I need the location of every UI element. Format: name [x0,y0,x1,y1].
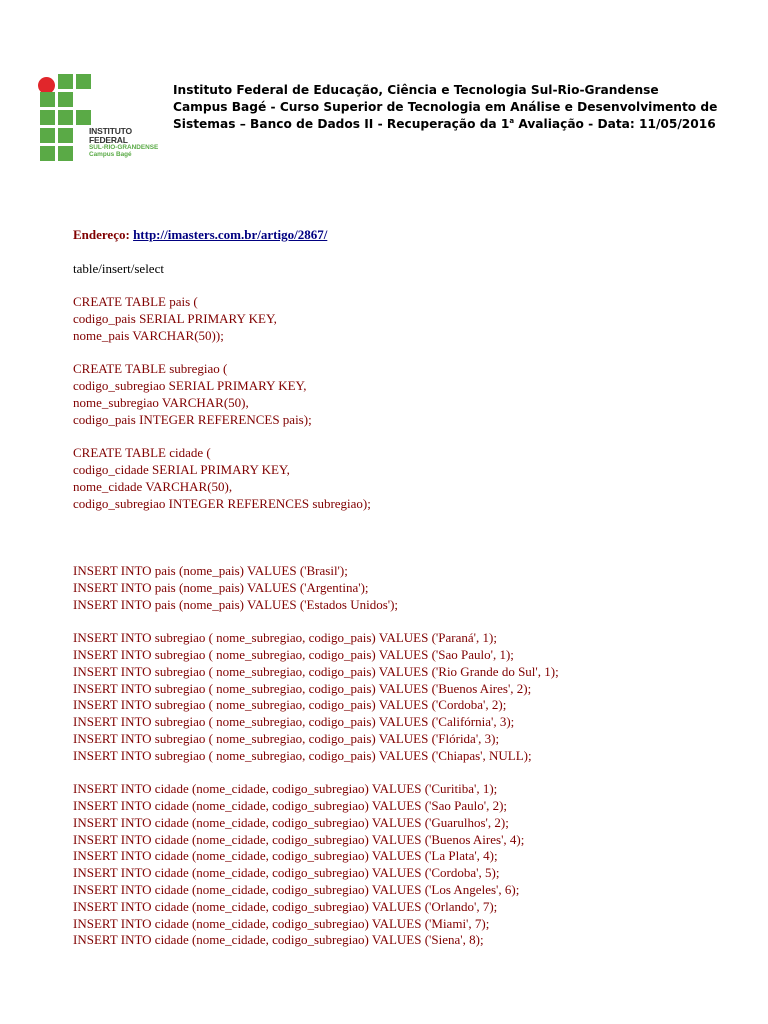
sql-line: INSERT INTO subregiao ( nome_subregiao, codigo_pais) VALUES ('Califórnia', 3); [73,714,515,730]
logo-line-2: SUL-RIO-GRANDENSE [89,143,159,151]
sql-line: nome_cidade VARCHAR(50), [73,478,233,494]
sql-line: CREATE TABLE subregiao ( [73,361,228,377]
sql-line: INSERT INTO subregiao ( nome_subregiao, codigo_pais) VALUES ('Buenos Aires', 2); [73,680,532,696]
logo-wordmark [89,127,166,158]
header-ordinal-superscript: a [509,116,515,125]
sql-line: INSERT INTO pais (nome_pais) VALUES ('Brasil'); [73,562,348,578]
logo-square-icon [58,146,73,161]
logo-line-1: INSTITUTO FEDERAL [89,126,132,145]
sql-line: INSERT INTO subregiao ( nome_subregiao, codigo_pais) VALUES ('Cordoba', 2); [73,697,507,713]
sql-line: codigo_subregiao SERIAL PRIMARY KEY, [73,378,307,394]
sql-line: INSERT INTO subregiao ( nome_subregiao, codigo_pais) VALUES ('Flórida', 3); [73,730,500,746]
sql-line: INSERT INTO cidade (nome_cidade, codigo_subregiao) VALUES ('Miami', 7); [73,915,490,931]
logo-square-icon [58,92,73,107]
logo-square-icon [58,110,73,125]
logo-square-icon [40,92,55,107]
sql-line: codigo_subregiao INTEGER REFERENCES subregiao); [73,495,371,511]
sql-line: nome_subregiao VARCHAR(50), [73,394,249,410]
sql-line: codigo_pais INTEGER REFERENCES pais); [73,411,312,427]
logo-square-icon [40,146,55,161]
sql-line: codigo_cidade SERIAL PRIMARY KEY, [73,462,290,478]
header-line-1: Instituto Federal de Educação, Ciência e Tecnologia Sul-Rio-Grandense [173,83,659,97]
logo-square-icon [40,128,55,143]
sql-line: INSERT INTO cidade (nome_cidade, codigo_subregiao) VALUES ('Orlando', 7); [73,898,498,914]
logo-square-icon [76,74,91,89]
insert-pais [73,563,559,613]
logo-square-icon [58,74,73,89]
header-line-2: Campus Bagé - Curso Superior de Tecnologia em Análise e Desenvolvimento de [173,100,718,114]
sql-line: INSERT INTO cidade (nome_cidade, codigo_subregiao) VALUES ('Buenos Aires', 4); [73,831,525,847]
insert-cidade [73,781,559,949]
address-link[interactable]: http://imasters.com.br/artigo/2867/ [133,227,328,242]
sql-line: CREATE TABLE cidade ( [73,445,211,461]
logo-square-icon [58,128,73,143]
institution-logo [36,74,166,168]
sql-line: INSERT INTO subregiao ( nome_subregiao, codigo_pais) VALUES ('Sao Paulo', 1); [73,646,514,662]
sql-line: INSERT INTO subregiao ( nome_subregiao, codigo_pais) VALUES ('Rio Grande do Sul', 1); [73,663,559,679]
logo-square-icon [40,110,55,125]
insert-subregiao [73,630,559,764]
sql-line: INSERT INTO cidade (nome_cidade, codigo_subregiao) VALUES ('Los Angeles', 6); [73,882,520,898]
sql-line: CREATE TABLE pais ( [73,294,198,310]
sql-line: INSERT INTO cidade (nome_cidade, codigo_subregiao) VALUES ('Cordoba', 5); [73,865,500,881]
address-line [73,227,559,244]
sql-line: INSERT INTO pais (nome_pais) VALUES ('Estados Unidos'); [73,596,399,612]
create-table-subregiao [73,361,559,428]
header-line-3-start: Sistemas – Banco de Dados II - Recuperação da 1 [173,117,510,131]
header-line-3 [173,116,763,133]
subtitle: table/insert/select [73,260,164,276]
create-table-cidade [73,445,559,512]
document-body [73,227,559,949]
sql-line: nome_pais VARCHAR(50)); [73,327,224,343]
sql-line: INSERT INTO cidade (nome_cidade, codigo_subregiao) VALUES ('Sao Paulo', 2); [73,798,508,814]
address-label: Endereço: [73,227,134,242]
logo-square-icon [76,110,91,125]
sql-line: INSERT INTO subregiao ( nome_subregiao, codigo_pais) VALUES ('Paraná', 1); [73,630,497,646]
document-header [173,82,763,133]
sql-line: codigo_pais SERIAL PRIMARY KEY, [73,310,277,326]
logo-line-3: Campus Bagé [89,150,132,158]
header-line-3-end: Avaliação - Data: 11/05/2016 [514,117,716,131]
sql-line: INSERT INTO cidade (nome_cidade, codigo_subregiao) VALUES ('La Plata', 4); [73,848,498,864]
sql-line: INSERT INTO cidade (nome_cidade, codigo_subregiao) VALUES ('Curitiba', 1); [73,781,498,797]
sql-line: INSERT INTO cidade (nome_cidade, codigo_subregiao) VALUES ('Siena', 8); [73,932,484,948]
create-table-pais [73,294,559,344]
sql-line: INSERT INTO pais (nome_pais) VALUES ('Argentina'); [73,579,369,595]
sql-line: INSERT INTO cidade (nome_cidade, codigo_subregiao) VALUES ('Guarulhos', 2); [73,814,509,830]
sql-line: INSERT INTO subregiao ( nome_subregiao, codigo_pais) VALUES ('Chiapas', NULL); [73,747,532,763]
